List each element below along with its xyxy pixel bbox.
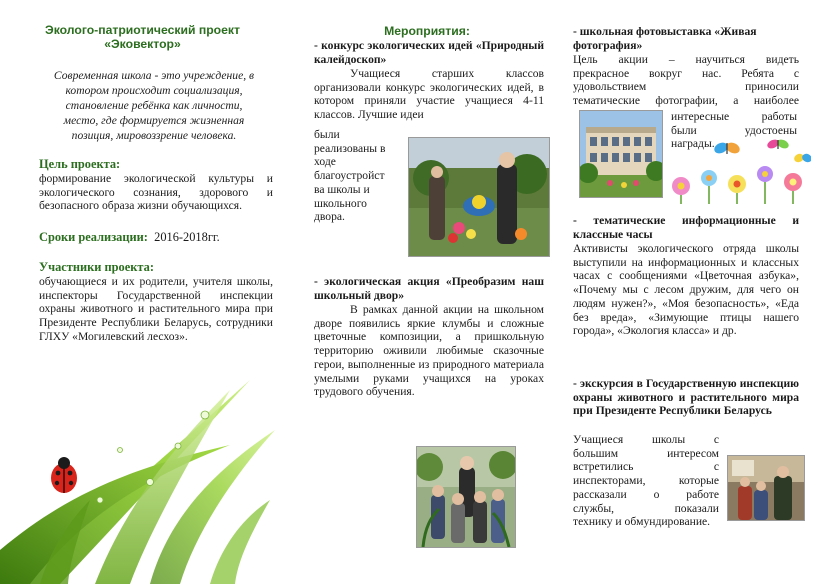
flower-icon	[757, 166, 773, 204]
column-right	[565, 0, 839, 584]
intro-quote	[34, 68, 274, 143]
participants-heading: Участники проекта:	[39, 260, 154, 274]
text-line: тематические фотографии, а наиболее	[573, 94, 799, 108]
text-line: удовольствием приносили	[573, 80, 799, 94]
text-line: встретились с	[573, 460, 719, 474]
grass-decoration-image	[0, 360, 285, 584]
flowers-butterflies-decoration	[661, 134, 811, 204]
text-line: награды.	[671, 137, 715, 151]
project-title	[0, 23, 285, 51]
event-1-text: Учащиеся старших классов организовали конкурс экологических идей, в котором приняли участие учащиеся 4-11 классов. Лучшие идеи	[314, 67, 544, 122]
column-middle	[298, 0, 556, 584]
participants-text: обучающиеся и их родители, учителя школы, инспекторы Государственной инспекции охраны животного и растительного мира при Президенте Республики Беларусь, сотрудники ГЛХУ «Могилевский лесхоз».	[39, 275, 273, 343]
intro-line: котором происходит социализация,	[65, 84, 243, 97]
butterfly-icon	[713, 141, 742, 156]
events-heading: Мероприятия:	[384, 24, 470, 38]
intro-line: становление ребёнка как личности,	[65, 99, 243, 112]
event-5-heading: - экскурсия в Государственную инспекцию охраны животного и растительного мира при Президенте Республики Беларусь	[573, 377, 799, 418]
terms-heading: Сроки реализации:	[39, 230, 148, 244]
text-line: Цель акции – научиться видеть	[573, 53, 799, 66]
intro-line: место, где формируется жизненная	[63, 114, 245, 127]
text-line: двора.	[314, 210, 345, 224]
event-5-text	[573, 433, 719, 515]
text-line: прекрасное вокруг нас. Ребята с	[573, 66, 799, 80]
event-5-text-end: технику и обмундирование.	[573, 515, 711, 528]
text-line: школьного	[314, 196, 367, 210]
flower-icon	[728, 175, 746, 204]
goal-text: формирование экологической культуры и экологического сознания, здорового и безопасного образа жизни обучающихся.	[39, 172, 273, 213]
project-title-line1: Эколого-патриотический проект	[45, 23, 240, 37]
intro-line: позиция, мировоззрение человека.	[71, 129, 237, 142]
event-1-heading: - конкурс экологических идей «Природный калейдоскоп»	[314, 39, 544, 66]
event-2-text: В рамках данной акции на школьном дворе появились яркие клумбы и сложные цветочные композиции, а пришкольную территорию оживили любимые сказочные герои, выполненные из природного материала умелыми руками учащихся на уроках трудового обучения.	[314, 303, 544, 399]
event-1-text-continued	[314, 128, 404, 224]
photo-inspection-visit	[727, 455, 805, 521]
flower-icon	[701, 170, 717, 204]
text-line: рассказали о работе	[573, 487, 719, 501]
event-4-text: Активисты экологического отряда школы выступили на информационных и классных часах с сообщениями «Цветочная азбука», «Почему мы с лесом дружим, для чего он людям нужен?», «Моя безопасность», «Еда без вреда», «Зимующие птицы нашего города», «Экология класса» и др.	[573, 242, 799, 338]
text-line: Учащиеся школы с	[573, 433, 719, 446]
event-3-text	[573, 53, 799, 108]
text-line: ва школы и	[314, 182, 370, 196]
butterfly-icon	[793, 152, 811, 163]
ladybug-icon	[51, 457, 77, 493]
event-2-heading: - экологическая акция «Преобразим наш школьный двор»	[314, 275, 544, 302]
column-left	[0, 0, 285, 584]
text-line: интересные работы	[671, 110, 797, 123]
photo-students-with-plants	[416, 446, 516, 548]
text-line: ходе	[314, 155, 336, 169]
text-line: инспекторами, которые	[573, 474, 719, 488]
photo-school-building	[579, 110, 663, 198]
text-line: благоустройст	[314, 169, 385, 183]
text-line: большим интересом	[573, 446, 719, 460]
event-4-heading: - тематические информационные и классные часы	[573, 214, 799, 241]
text-line: службы, показали	[573, 501, 719, 515]
butterfly-icon	[766, 138, 790, 150]
text-line: были удостоены	[671, 123, 797, 137]
terms-line	[39, 230, 220, 245]
event-3-heading: - школьная фотовыставка «Живая фотография»	[573, 25, 757, 52]
flower-icon	[672, 177, 690, 204]
photo-school-garden	[408, 137, 550, 257]
intro-line: Современная школа - это учреждение, в	[53, 69, 255, 82]
text-line: были	[314, 128, 340, 141]
flower-icon	[784, 173, 802, 204]
text-line: реализованы в	[314, 141, 386, 155]
terms-value: 2016-2018гг.	[154, 230, 220, 244]
goal-heading: Цель проекта:	[39, 157, 121, 171]
project-title-line2: «Эковектор»	[104, 37, 181, 51]
